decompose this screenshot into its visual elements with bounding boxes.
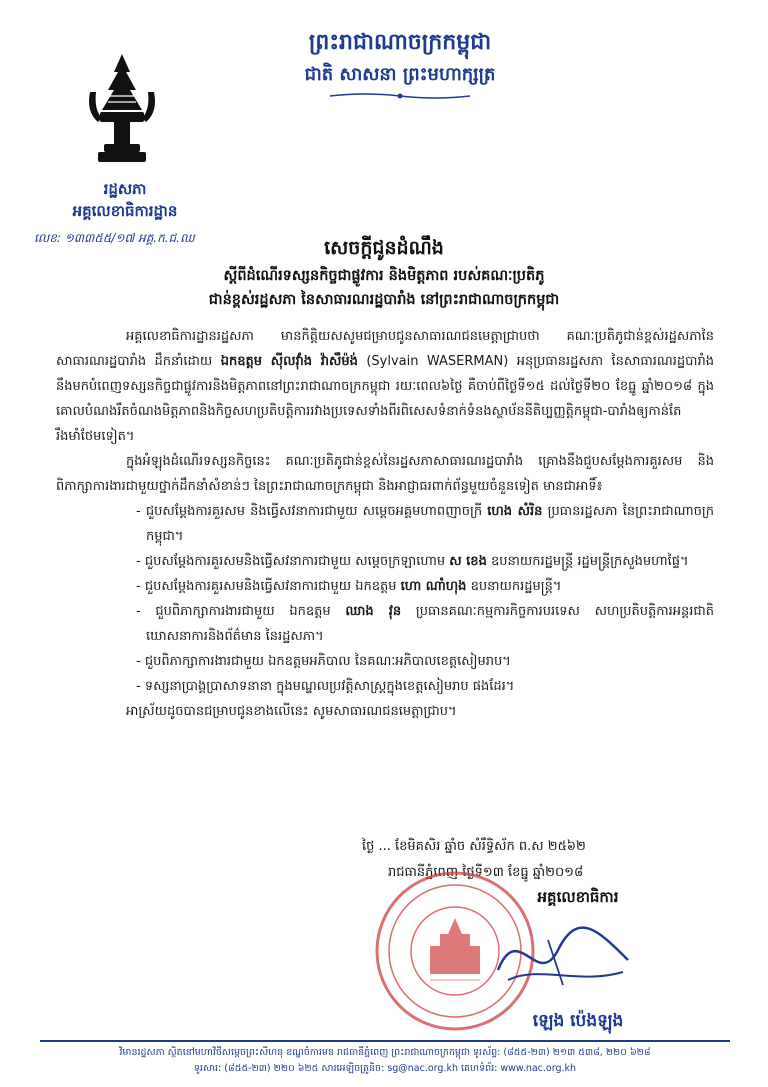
agenda-item bbox=[56, 549, 714, 574]
national-assembly-emblem bbox=[84, 52, 160, 170]
signer-name: ឡេង ប៉េងឡុង bbox=[532, 1011, 624, 1031]
delegation-leader-name: ឯកឧត្តម ស៊ីលវ៉ាំង វ៉ាសឺម៉ង់ bbox=[220, 354, 358, 369]
agenda-item: - ជួបពិភាក្សាការងារជាមួយ ឯកឧត្តមអភិបាល នៃគណៈអភិបាលខេត្តសៀមរាប។ bbox=[136, 654, 511, 669]
footer-divider bbox=[40, 1040, 730, 1042]
lunar-date: ថ្ងៃ ... ខែមិគសិរ ឆ្នាំច សំរឹទ្ធិស័ក ព.ស ២៥៦២ bbox=[362, 839, 586, 854]
document-subject bbox=[110, 264, 658, 312]
official-name: ហោ ណាំហុង bbox=[400, 579, 467, 594]
footer-contact: ទូរសារ: (៨៥៥-២៣) ២២០ ៦២៥ សារអេឡិចត្រូនិច: sg@nac.org.kh គេហទំព័រ: www.nac.org.kh bbox=[193, 1063, 577, 1074]
paragraph-intro bbox=[56, 324, 714, 449]
handwritten-signature bbox=[488, 910, 638, 1000]
paragraph-agenda: ក្នុងអំឡុងដំណើរទស្សនកិច្ចនេះ គណៈប្រតិភូជាន់ខ្ពស់នៃរដ្ឋសភាសាធារណរដ្ឋបារាំង គ្រោងនឹងជួបសម្តែងការគួរសម និងពិភាក្សាការងារជាមួយថ្នាក់ដឹកនាំសំខាន់ៗ នៃព្រះរាជាណាចក្រកម្ពុជា និងអាជ្ញាធរពាក់ព័ន្ធមួយចំនួនទៀត មានជាអាទិ៍៖ bbox=[56, 454, 714, 494]
text-run: អគ្គលេខាធិការដ្ឋានរដ្ឋសភា មានកិត្តិយសសូមជម្រាបជូនសាធារណជនមេត្តាជ្រាបថា គណៈប្រតិភូជាន់ខ្ពស់រដ្ឋសភានៃសាធារណរដ្ឋបារាំង ដឹកនាំដោយ bbox=[56, 329, 714, 369]
text-run: ប្រធានរដ្ឋសភា នៃព្រះរាជាណាចក្រកម្ពុជា។ bbox=[146, 504, 714, 544]
agenda-item bbox=[56, 599, 714, 649]
national-motto: ជាតិ សាសនា ព្រះមហាក្សត្រ bbox=[304, 64, 496, 85]
text-run: ឧបនាយករដ្ឋមន្ត្រី។ bbox=[466, 579, 562, 594]
agenda-item bbox=[56, 574, 714, 599]
institution-department: អគ្គលេខាធិការដ្ឋាន bbox=[72, 202, 178, 220]
official-name: ស ខេង bbox=[449, 554, 487, 569]
text-run: - ជួបសម្តែងការគួរសមនិងធ្វើសវនាការជាមួយ ឯកឧត្តម bbox=[136, 579, 401, 594]
reference-number: លេខ: ១៣៣៥៥/១៧ អគ្គ.ក.ជ.ឈ bbox=[34, 231, 195, 245]
document-body bbox=[56, 324, 714, 724]
text-run: - ជួបសម្តែងការគួរសមនិងធ្វើសវនាការជាមួយ សម្តេចក្រឡាហោម bbox=[136, 554, 450, 569]
text-run: - ជួបសម្តែងការគួរសម និងធ្វើសវនាការជាមួយ សម្តេចអគ្គមហាពញាចក្រី bbox=[136, 504, 488, 519]
footer-address: វិមានរដ្ឋសភា ស្ថិតនៅមហាវិថីសម្តេចព្រះសីហនុ ខណ្ឌចំការមន រាជធានីភ្នំពេញ ព្រះរាជាណាចក្រកម្ពុជា ទូរស័ព្ទ: (៨៥៥-២៣) ២១៣ ៥៣៨, ២២០ ៦២៨ bbox=[119, 1047, 651, 1058]
institution-name: រដ្ឋសភា bbox=[103, 180, 147, 198]
subject-line: ជាន់ខ្ពស់រដ្ឋសភា នៃសាធារណរដ្ឋបារាំង នៅព្រះរាជាណាចក្រកម្ពុជា bbox=[208, 291, 560, 308]
official-name: ហេង សំរិន bbox=[487, 504, 543, 519]
document-title: សេចក្តីជូនដំណឹង bbox=[324, 237, 444, 259]
subject-line: ស្តីពីដំណើរទស្សនកិច្ចជាផ្លូវការ និងមិត្តភាព របស់គណៈប្រតិភូ bbox=[223, 267, 545, 284]
official-name: ឈាង វុន bbox=[345, 604, 402, 619]
solar-date: រាជធានីភ្នំពេញ ថ្ងៃទី១៣ ខែធ្នូ ឆ្នាំ២០១៨ bbox=[388, 865, 584, 880]
agenda-item bbox=[56, 499, 714, 549]
closing-line: អាស្រ័យដូចបានជម្រាបជូនខាងលើនេះ សូមសាធារណជនមេត្តាជ្រាប។ bbox=[126, 704, 457, 719]
agenda-item: - ទស្សនាប្រាង្គប្រាសាទនានា ក្នុងមណ្ឌលប្រវត្តិសាស្ត្រក្នុងខេត្តសៀមរាប ផងដែរ។ bbox=[136, 679, 515, 694]
text-run: - ជួបពិភាក្សាការងារជាមួយ ឯកឧត្តម bbox=[136, 604, 346, 619]
text-run: ឧបនាយករដ្ឋមន្ត្រី រដ្ឋមន្ត្រីក្រសួងមហាផ្ទៃ។ bbox=[486, 554, 689, 569]
motto-divider bbox=[330, 92, 470, 100]
text-run: (Sylvain WASERMAN) អនុប្រធានរដ្ឋសភា នៃសាធារណរដ្ឋបារាំង នឹងមកបំពេញទស្សនកិច្ចជាផ្លូវការនិងមិត្តភាពនៅព្រះរាជាណាចក្រកម្ពុជា រយៈពេល៦ថ្ងៃ គឺចាប់ពីថ្ងៃទី១៥ ដល់ថ្ងៃទី២០ ខែធ្នូ ឆ្នាំ២០១៨ ក្នុងគោលបំណងរឹតចំណងមិត្តភាពនិងកិច្ចសហប្រតិបត្តិការរវាងប្រទេសទាំងពីរពិសេសទំនាក់ទំនងស្ថាប័ននីតិប្បញ្ញត្តិកម្ពុជា-បារាំងឲ្យកាន់តែរឹងមាំថែមទៀត។ bbox=[56, 354, 714, 444]
signer-title: អគ្គលេខាធិការ bbox=[537, 888, 619, 906]
kingdom-heading: ព្រះរាជាណាចក្រកម្ពុជា bbox=[308, 29, 492, 55]
text-run: ប្រធានគណៈកម្មការកិច្ចការបរទេស សហប្រតិបត្តិការអន្តរជាតិ ឃោសនាការនិងព័ត៌មាន នៃរដ្ឋសភា។ bbox=[146, 604, 715, 644]
